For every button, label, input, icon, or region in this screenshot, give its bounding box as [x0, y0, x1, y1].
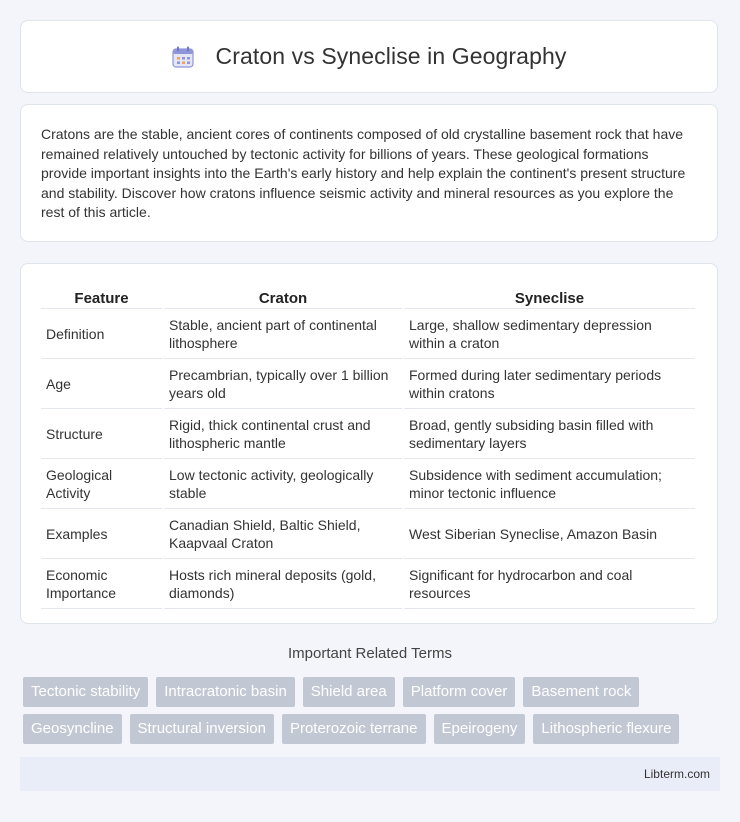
- row-craton: Low tectonic activity, geologically stable: [164, 461, 402, 509]
- row-syneclise: West Siberian Syneclise, Amazon Basin: [404, 511, 695, 559]
- row-syneclise: Large, shallow sedimentary depression within a craton: [404, 311, 695, 359]
- table-row: [41, 511, 695, 559]
- row-syneclise: Formed during later sedimentary periods within cratons: [404, 361, 695, 409]
- table-row: [41, 461, 695, 509]
- header-syneclise: Syneclise: [404, 286, 695, 309]
- term-tag[interactable]: Proterozoic terrane: [282, 714, 426, 744]
- term-tag[interactable]: Epeirogeny: [434, 714, 526, 744]
- row-craton: Precambrian, typically over 1 billion years old: [164, 361, 402, 409]
- term-tag[interactable]: Structural inversion: [130, 714, 274, 744]
- term-tag[interactable]: Platform cover: [403, 677, 516, 707]
- related-terms-list: [23, 677, 723, 751]
- row-feature: Economic Importance: [41, 561, 162, 609]
- row-craton: Hosts rich mineral deposits (gold, diamonds): [164, 561, 402, 609]
- row-syneclise: Significant for hydrocarbon and coal resources: [404, 561, 695, 609]
- table-row: [41, 411, 695, 459]
- row-feature: Structure: [41, 411, 162, 459]
- comparison-card: [20, 263, 718, 624]
- table-row: [41, 561, 695, 609]
- comparison-table: [39, 284, 697, 611]
- row-craton: Rigid, thick continental crust and lithospheric mantle: [164, 411, 402, 459]
- intro-paragraph: Cratons are the stable, ancient cores of continents composed of old crystalline basement rock that have remained relatively untouched by tectonic activity for billions of years. These geological formations provide important insights into the Earth's early history and help explain the continent's present structure and stability. Discover how cratons influence seismic activity and mineral resources as you explore the rest of this article.: [41, 126, 686, 221]
- table-row: [41, 311, 695, 359]
- row-syneclise: Subsidence with sediment accumulation; minor tectonic influence: [404, 461, 695, 509]
- term-tag[interactable]: Geosyncline: [23, 714, 122, 744]
- term-tag[interactable]: Intracratonic basin: [156, 677, 295, 707]
- row-feature: Age: [41, 361, 162, 409]
- calendar-icon: [172, 46, 194, 68]
- intro-card: [20, 104, 718, 242]
- footer: [20, 757, 720, 791]
- footer-brand-link[interactable]: Libterm.com: [643, 767, 710, 781]
- header-feature: Feature: [41, 286, 162, 309]
- related-terms-title: Important Related Terms: [288, 645, 452, 662]
- row-feature: Examples: [41, 511, 162, 559]
- header-craton: Craton: [164, 286, 402, 309]
- row-syneclise: Broad, gently subsiding basin filled with sedimentary layers: [404, 411, 695, 459]
- row-feature: Definition: [41, 311, 162, 359]
- term-tag[interactable]: Tectonic stability: [23, 677, 148, 707]
- row-craton: Stable, ancient part of continental lithosphere: [164, 311, 402, 359]
- table-header-row: [41, 286, 695, 309]
- term-tag[interactable]: Basement rock: [523, 677, 639, 707]
- term-tag[interactable]: Shield area: [303, 677, 395, 707]
- title-card: [20, 20, 718, 93]
- row-feature: Geological Activity: [41, 461, 162, 509]
- row-craton: Canadian Shield, Baltic Shield, Kaapvaal Craton: [164, 511, 402, 559]
- table-row: [41, 361, 695, 409]
- page-title: Craton vs Syneclise in Geography: [215, 43, 567, 69]
- term-tag[interactable]: Lithospheric flexure: [533, 714, 679, 744]
